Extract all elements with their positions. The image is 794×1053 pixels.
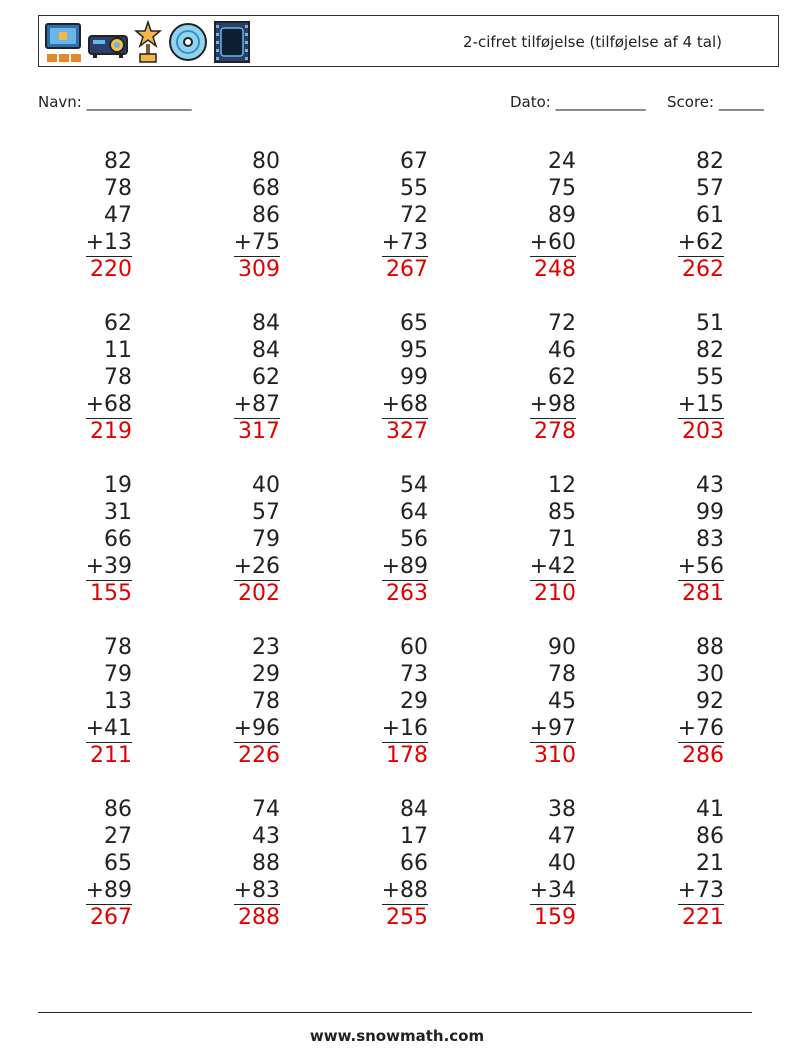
addition-problem xyxy=(628,796,724,931)
addition-problem xyxy=(628,634,724,769)
addition-problem xyxy=(184,148,280,283)
addend: 88 xyxy=(252,851,280,876)
addend: 78 xyxy=(104,176,132,201)
addend: 57 xyxy=(696,176,724,201)
addend-with-plus: +97 xyxy=(529,716,576,741)
answer: 281 xyxy=(682,581,724,606)
answer: 178 xyxy=(386,743,428,768)
answer: 203 xyxy=(682,419,724,444)
addend: 90 xyxy=(548,635,576,660)
addend: 66 xyxy=(400,851,428,876)
addition-problem xyxy=(628,472,724,607)
addend: 38 xyxy=(548,797,576,822)
footer-divider xyxy=(38,1012,752,1013)
addend: 23 xyxy=(252,635,280,660)
addend: 31 xyxy=(104,500,132,525)
addend: 80 xyxy=(252,149,280,174)
trophy-icon xyxy=(133,20,163,64)
addend: 74 xyxy=(252,797,280,822)
addend: 83 xyxy=(696,527,724,552)
addend: 55 xyxy=(400,176,428,201)
answer: 327 xyxy=(386,419,428,444)
addend: 46 xyxy=(548,338,576,363)
addend: 55 xyxy=(696,365,724,390)
cd-icon xyxy=(167,20,209,64)
addend: 45 xyxy=(548,689,576,714)
addend: 60 xyxy=(400,635,428,660)
answer: 309 xyxy=(238,257,280,282)
answer: 210 xyxy=(534,581,576,606)
addition-problem xyxy=(480,634,576,769)
header-icons xyxy=(43,20,251,64)
addition-problem xyxy=(184,472,280,607)
answer: 267 xyxy=(90,905,132,930)
addend: 86 xyxy=(104,797,132,822)
addend: 86 xyxy=(696,824,724,849)
addend: 43 xyxy=(696,473,724,498)
addend-with-plus: +88 xyxy=(381,878,428,903)
addend-with-plus: +68 xyxy=(381,392,428,417)
addend: 92 xyxy=(696,689,724,714)
addend: 71 xyxy=(548,527,576,552)
answer: 288 xyxy=(238,905,280,930)
addend: 67 xyxy=(400,149,428,174)
answer: 159 xyxy=(534,905,576,930)
addition-problem xyxy=(480,310,576,445)
addend: 73 xyxy=(400,662,428,687)
addend-with-plus: +87 xyxy=(233,392,280,417)
answer: 278 xyxy=(534,419,576,444)
answer: 221 xyxy=(682,905,724,930)
answer: 248 xyxy=(534,257,576,282)
addend-with-plus: +16 xyxy=(381,716,428,741)
answer: 263 xyxy=(386,581,428,606)
addend: 88 xyxy=(696,635,724,660)
addend-with-plus: +73 xyxy=(677,878,724,903)
answer: 155 xyxy=(90,581,132,606)
addend: 29 xyxy=(400,689,428,714)
date-field-label: Dato: ____________ xyxy=(510,93,646,111)
addition-problem xyxy=(332,310,428,445)
addend-with-plus: +39 xyxy=(85,554,132,579)
addend: 99 xyxy=(400,365,428,390)
addend: 99 xyxy=(696,500,724,525)
addend: 47 xyxy=(548,824,576,849)
addend: 66 xyxy=(104,527,132,552)
addend-with-plus: +13 xyxy=(85,230,132,255)
header-box xyxy=(38,15,779,67)
addend: 89 xyxy=(548,203,576,228)
addition-problem xyxy=(628,310,724,445)
addend: 62 xyxy=(548,365,576,390)
addition-problem xyxy=(332,472,428,607)
answer: 202 xyxy=(238,581,280,606)
addend-with-plus: +56 xyxy=(677,554,724,579)
addition-problem xyxy=(184,310,280,445)
addend: 40 xyxy=(548,851,576,876)
addition-problem xyxy=(480,796,576,931)
answer: 255 xyxy=(386,905,428,930)
addend: 78 xyxy=(548,662,576,687)
name-field-label: Navn: ______________ xyxy=(38,93,192,111)
addition-problem xyxy=(184,634,280,769)
addition-problem xyxy=(36,310,132,445)
addition-problem xyxy=(332,634,428,769)
addend: 78 xyxy=(104,365,132,390)
addend: 95 xyxy=(400,338,428,363)
addend: 56 xyxy=(400,527,428,552)
addition-problem xyxy=(332,796,428,931)
addition-problem xyxy=(332,148,428,283)
addend-with-plus: +96 xyxy=(233,716,280,741)
addend: 29 xyxy=(252,662,280,687)
addend: 40 xyxy=(252,473,280,498)
addend: 17 xyxy=(400,824,428,849)
answer: 286 xyxy=(682,743,724,768)
addend-with-plus: +42 xyxy=(529,554,576,579)
addend: 51 xyxy=(696,311,724,336)
addend: 30 xyxy=(696,662,724,687)
score-field-label: Score: ______ xyxy=(667,93,764,111)
answer: 219 xyxy=(90,419,132,444)
addend: 57 xyxy=(252,500,280,525)
addend: 21 xyxy=(696,851,724,876)
addition-problem xyxy=(628,148,724,283)
addend-with-plus: +41 xyxy=(85,716,132,741)
addend: 19 xyxy=(104,473,132,498)
addition-problem xyxy=(36,796,132,931)
addend: 13 xyxy=(104,689,132,714)
addend: 82 xyxy=(104,149,132,174)
addend: 86 xyxy=(252,203,280,228)
addend-with-plus: +83 xyxy=(233,878,280,903)
addend: 79 xyxy=(252,527,280,552)
addend: 84 xyxy=(252,311,280,336)
addend: 78 xyxy=(104,635,132,660)
addend-with-plus: +89 xyxy=(381,554,428,579)
addend-with-plus: +89 xyxy=(85,878,132,903)
addend-with-plus: +98 xyxy=(529,392,576,417)
answer: 317 xyxy=(238,419,280,444)
addition-problem xyxy=(36,148,132,283)
addend-with-plus: +34 xyxy=(529,878,576,903)
addend: 12 xyxy=(548,473,576,498)
answer: 226 xyxy=(238,743,280,768)
addend-with-plus: +15 xyxy=(677,392,724,417)
film-icon xyxy=(213,20,251,64)
addition-problem xyxy=(184,796,280,931)
addend: 84 xyxy=(400,797,428,822)
projector-icon xyxy=(87,20,129,64)
addition-problem xyxy=(36,634,132,769)
addend: 78 xyxy=(252,689,280,714)
addend: 11 xyxy=(104,338,132,363)
addend: 64 xyxy=(400,500,428,525)
addend-with-plus: +68 xyxy=(85,392,132,417)
computer-icon xyxy=(43,20,83,64)
worksheet-title: 2-cifret tilføjelse (tilføjelse af 4 tal) xyxy=(463,33,722,51)
addend: 85 xyxy=(548,500,576,525)
addend: 75 xyxy=(548,176,576,201)
addend: 62 xyxy=(104,311,132,336)
addition-problem xyxy=(480,148,576,283)
addend-with-plus: +75 xyxy=(233,230,280,255)
addend: 61 xyxy=(696,203,724,228)
addend: 65 xyxy=(400,311,428,336)
addend-with-plus: +60 xyxy=(529,230,576,255)
answer: 262 xyxy=(682,257,724,282)
addend: 27 xyxy=(104,824,132,849)
addend-with-plus: +76 xyxy=(677,716,724,741)
addend: 82 xyxy=(696,149,724,174)
addend: 82 xyxy=(696,338,724,363)
answer: 220 xyxy=(90,257,132,282)
addend: 72 xyxy=(400,203,428,228)
answer: 211 xyxy=(90,743,132,768)
addend: 79 xyxy=(104,662,132,687)
addend: 65 xyxy=(104,851,132,876)
addend: 43 xyxy=(252,824,280,849)
addend: 41 xyxy=(696,797,724,822)
addition-problem xyxy=(36,472,132,607)
addend-with-plus: +26 xyxy=(233,554,280,579)
addend: 62 xyxy=(252,365,280,390)
addend: 54 xyxy=(400,473,428,498)
addend: 84 xyxy=(252,338,280,363)
addition-problem xyxy=(480,472,576,607)
addend: 24 xyxy=(548,149,576,174)
addend-with-plus: +73 xyxy=(381,230,428,255)
addend: 47 xyxy=(104,203,132,228)
footer-url: www.snowmath.com xyxy=(309,1027,485,1045)
addend-with-plus: +62 xyxy=(677,230,724,255)
answer: 310 xyxy=(534,743,576,768)
addend: 68 xyxy=(252,176,280,201)
answer: 267 xyxy=(386,257,428,282)
addend: 72 xyxy=(548,311,576,336)
